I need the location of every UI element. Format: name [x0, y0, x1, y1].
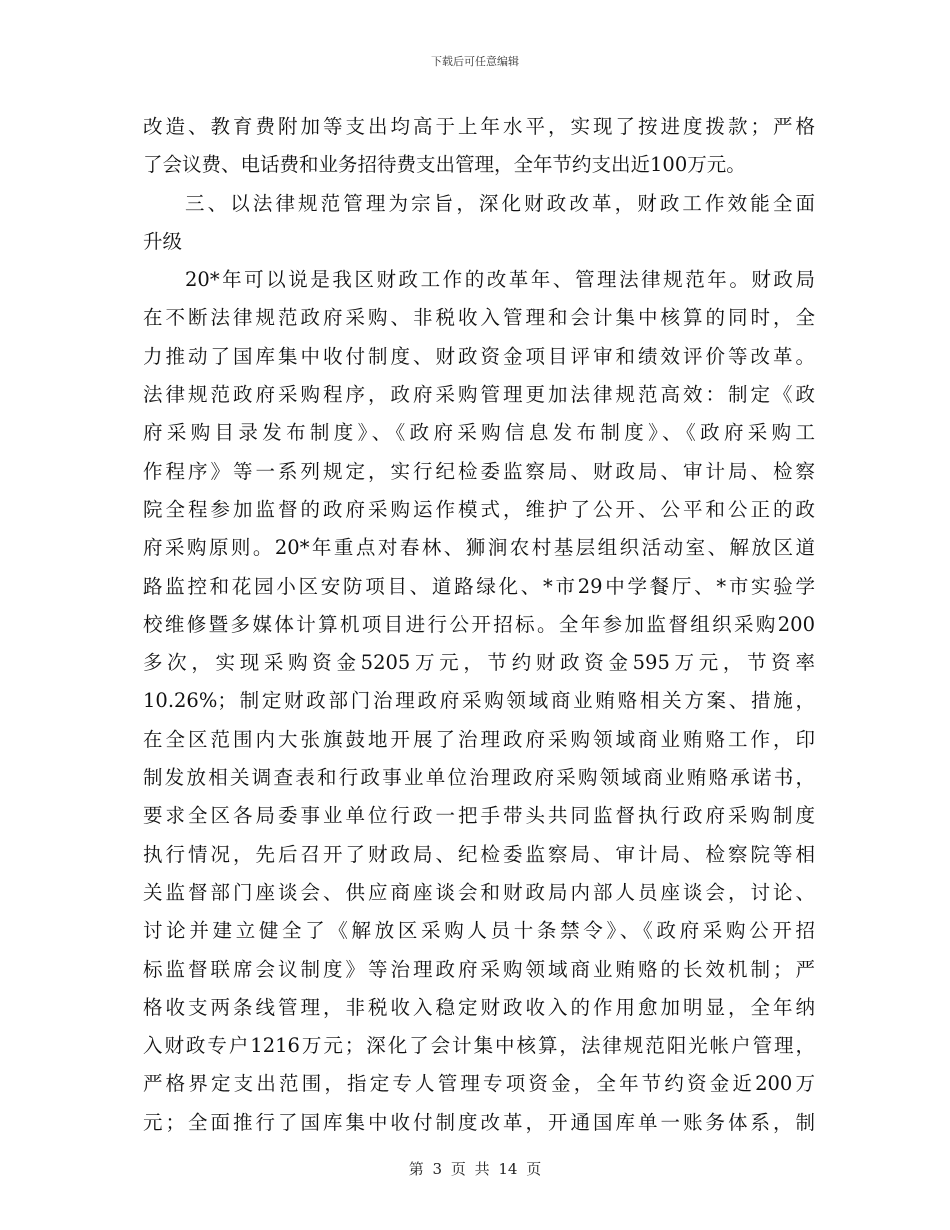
text-line: 院全程参加监督的政府采购运作模式，维护了公开、公平和公正的政 [143, 497, 815, 521]
text-line: 法律规范政府采购程序，政府采购管理更加法律规范高效：制定《政 [143, 383, 815, 407]
text-line: 要求全区各局委事业单位行政一把手带头共同监督执行政府采购制度 [143, 804, 815, 828]
text-line: 作程序》等一系列规定，实行纪检委监察局、财政局、审计局、检察 [143, 459, 815, 483]
text-line: 路监控和花园小区安防项目、道路绿化、*市29中学餐厅、*市实验学 [143, 574, 815, 598]
text-line: 严格界定支出范围，指定专人管理专项资金，全年节约资金近200万 [143, 1072, 815, 1096]
text-line: 制发放相关调查表和行政事业单位治理政府采购领域商业贿赂承诺书， [143, 766, 815, 790]
document-body [143, 108, 815, 1142]
section-heading-line: 三、以法律规范管理为宗旨，深化财政改革，财政工作效能全面 [185, 191, 815, 215]
text-line: 格收支两条线管理，非税收入稳定财政收入的作用愈加明显，全年纳 [143, 995, 815, 1019]
section-heading-line: 升级 [143, 229, 183, 253]
text-line: 校维修暨多媒体计算机项目进行公开招标。全年参加监督组织采购200 [143, 612, 815, 636]
text-line: 在不断法律规范政府采购、非税收入管理和会计集中核算的同时，全 [143, 306, 815, 330]
text-line: 执行情况，先后召开了财政局、纪检委监察局、审计局、检察院等相 [143, 842, 815, 866]
text-line: 在全区范围内大张旗鼓地开展了治理政府采购领域商业贿赂工作，印 [143, 727, 815, 751]
text-line: 讨论并建立健全了《解放区采购人员十条禁令》、《政府采购公开招 [143, 919, 815, 943]
text-line: 10.26%；制定财政部门治理政府采购领域商业贿赂相关方案、措施， [143, 689, 815, 713]
page-header-note: 下载后可任意编辑 [431, 55, 519, 68]
text-line: 标监督联席会议制度》等治理政府采购领域商业贿赂的长效机制；严 [143, 957, 815, 981]
text-line: 关监督部门座谈会、供应商座谈会和财政局内部人员座谈会，讨论、 [143, 880, 815, 904]
text-line: 入财政专户1216万元；深化了会计集中核算，法律规范阳光帐户管理， [143, 1034, 815, 1058]
text-line: 府采购目录发布制度》、《政府采购信息发布制度》、《政府采购工 [143, 421, 815, 445]
text-line: 元；全面推行了国库集中收付制度改革，开通国库单一账务体系，制 [143, 1110, 815, 1134]
text-line: 了会议费、电话费和业务招待费支出管理，全年节约支出近100万元。 [143, 153, 746, 177]
text-line: 多次，实现采购资金5205万元，节约财政资金595万元，节资率 [143, 651, 815, 675]
page-number-footer: 第 3 页 共 14 页 [408, 1160, 542, 1178]
text-line: 20*年可以说是我区财政工作的改革年、管理法律规范年。财政局 [185, 268, 815, 292]
text-line: 府采购原则。20*年重点对春林、狮涧农村基层组织活动室、解放区道 [143, 536, 815, 560]
text-line: 改造、教育费附加等支出均高于上年水平，实现了按进度拨款；严格 [143, 115, 815, 138]
text-line: 力推动了国库集中收付制度、财政资金项目评审和绩效评价等改革。 [143, 344, 815, 368]
